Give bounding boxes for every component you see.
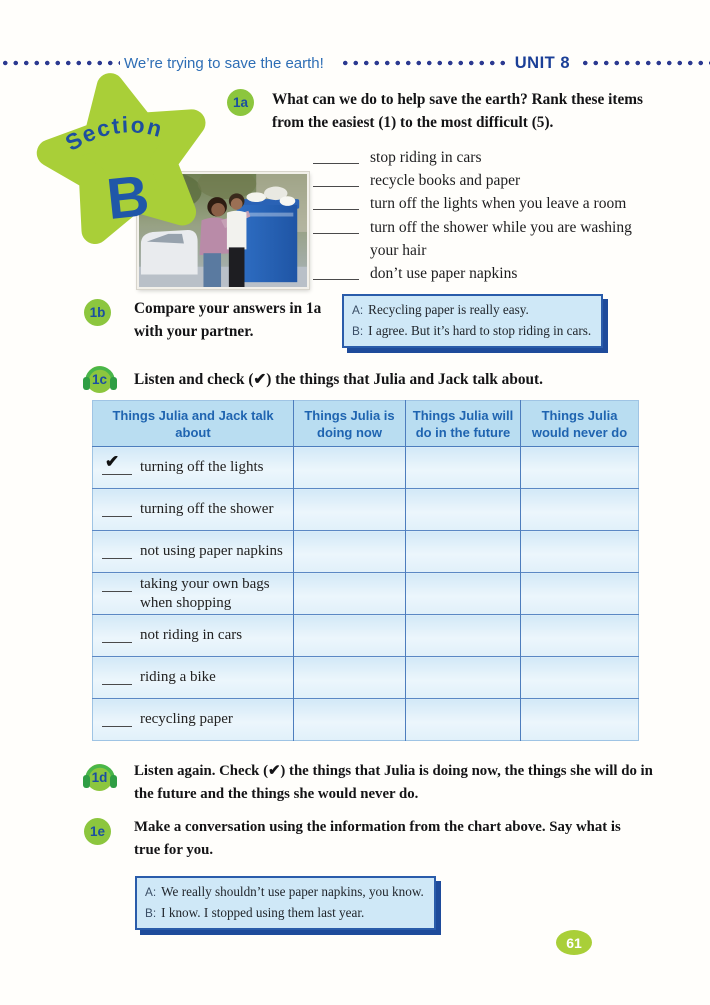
check-cell[interactable] <box>294 573 406 615</box>
check-cell[interactable] <box>521 657 639 699</box>
dialog-text: Recycling paper is really easy. <box>368 302 529 317</box>
section-b-star <box>26 66 226 256</box>
dialog-line <box>145 882 424 903</box>
check-cell[interactable] <box>521 531 639 573</box>
rank-item-label: turn off the lights when you leave a room <box>370 195 627 213</box>
rank-item <box>313 262 653 285</box>
row-check-blank[interactable] <box>102 544 132 559</box>
instruction-1b: Compare your answers in 1a with your partner. <box>134 300 322 340</box>
rank-item-label: don’t use paper napkins <box>370 265 518 283</box>
rank-item-label: stop riding in cars <box>370 149 482 166</box>
instruction-1c: Listen and check (✔) the things that Julia and Jack talk about. <box>134 371 543 388</box>
speaker-label: A: <box>352 303 364 317</box>
column-header: Things Julia will do in the future <box>406 401 521 447</box>
dialog-text: I know. I stopped using them last year. <box>161 904 365 920</box>
exercise-badge-1d: 1d <box>86 764 113 791</box>
speaker-label: B: <box>145 905 157 920</box>
checkmark: ✔ <box>105 452 120 472</box>
check-cell[interactable] <box>294 615 406 657</box>
check-cell[interactable] <box>406 531 521 573</box>
speaker-label: B: <box>352 323 364 338</box>
table-row <box>93 573 639 615</box>
rank-blank[interactable] <box>313 170 359 187</box>
example-dialog-1e <box>135 876 436 930</box>
dialog-line <box>145 903 424 924</box>
row-check-blank[interactable] <box>102 628 132 643</box>
check-cell[interactable] <box>521 699 639 741</box>
section-letter: B <box>103 164 153 233</box>
table-row <box>93 447 639 489</box>
check-cell[interactable] <box>294 699 406 741</box>
rank-item <box>313 169 653 192</box>
dialog-line <box>352 300 591 321</box>
row-check-blank[interactable] <box>102 452 132 475</box>
row-check-blank[interactable] <box>102 670 132 685</box>
row-label: not using paper napkins <box>140 543 283 560</box>
instruction-1a: What can we do to help save the earth? Rank these items from the easiest (1) to the most difficult (5). <box>272 91 643 131</box>
example-dialog-1b <box>342 294 603 348</box>
table-row <box>93 699 639 741</box>
check-cell[interactable] <box>521 615 639 657</box>
rank-blank[interactable] <box>313 217 359 234</box>
row-label: recycling paper <box>140 711 233 728</box>
dotted-rule-middle <box>340 60 505 66</box>
headphones-icon <box>80 757 120 797</box>
row-label: turning off the lights <box>140 459 264 476</box>
row-label: not riding in cars <box>140 627 243 644</box>
check-cell[interactable] <box>294 489 406 531</box>
column-header: Things Julia would never do <box>521 401 639 447</box>
check-cell[interactable] <box>406 489 521 531</box>
row-check-blank[interactable] <box>102 577 132 592</box>
check-cell[interactable] <box>294 657 406 699</box>
table-row <box>93 615 639 657</box>
check-cell[interactable] <box>521 573 639 615</box>
check-cell[interactable] <box>521 447 639 489</box>
check-cell[interactable] <box>406 447 521 489</box>
row-check-blank[interactable] <box>102 712 132 727</box>
row-label: taking your own bags when shopping <box>140 576 270 611</box>
dotted-rule-right <box>580 60 710 66</box>
speaker-label: A: <box>145 885 157 899</box>
rank-item <box>313 146 653 169</box>
row-label: riding a bike <box>140 669 216 686</box>
rank-blank[interactable] <box>313 193 359 210</box>
row-check-blank[interactable] <box>102 502 132 517</box>
rank-item-label: turn off the shower while you are washing your hair <box>370 218 632 259</box>
unit-number: UNIT 8 <box>514 53 570 72</box>
exercise-badge-1e: 1e <box>84 818 111 845</box>
check-cell[interactable] <box>294 531 406 573</box>
exercise-badge-1b: 1b <box>84 299 111 326</box>
page-number-badge: 61 <box>556 930 592 955</box>
star-icon <box>26 66 226 256</box>
rank-item-label: recycle books and paper <box>370 172 521 190</box>
headphones-icon <box>80 359 120 399</box>
check-cell[interactable] <box>294 447 406 489</box>
exercise-badge-1c: 1c <box>86 366 113 393</box>
unit-title: We’re trying to save the earth! <box>124 54 324 72</box>
column-header: Things Julia and Jack talk about <box>93 401 294 447</box>
rank-item <box>313 192 653 215</box>
check-cell[interactable] <box>406 699 521 741</box>
dialog-line <box>352 321 591 342</box>
table-row <box>93 531 639 573</box>
listening-table <box>92 400 639 741</box>
exercise-badge-1a: 1a <box>227 89 254 116</box>
table-row <box>93 489 639 531</box>
rank-list <box>313 146 653 285</box>
rank-blank[interactable] <box>313 263 359 280</box>
column-header: Things Julia is doing now <box>294 401 406 447</box>
rank-item <box>313 216 653 262</box>
row-label: turning off the shower <box>140 501 274 518</box>
dialog-text: I agree. But it’s hard to stop riding in cars. <box>368 322 592 338</box>
dialog-text: We really shouldn’t use paper napkins, you know. <box>161 884 424 899</box>
instruction-1d: Listen again. Check (✔) the things that Julia is doing now, the things she will do in the future and the things she would never do. <box>134 763 653 802</box>
table-row <box>93 657 639 699</box>
check-cell[interactable] <box>406 657 521 699</box>
check-cell[interactable] <box>406 573 521 615</box>
check-cell[interactable] <box>406 615 521 657</box>
check-cell[interactable] <box>521 489 639 531</box>
table-header-row <box>93 401 639 447</box>
instruction-1e: Make a conversation using the information from the chart above. Say what is true for you. <box>134 819 621 858</box>
rank-blank[interactable] <box>313 147 359 164</box>
section-word: Section <box>61 112 167 156</box>
